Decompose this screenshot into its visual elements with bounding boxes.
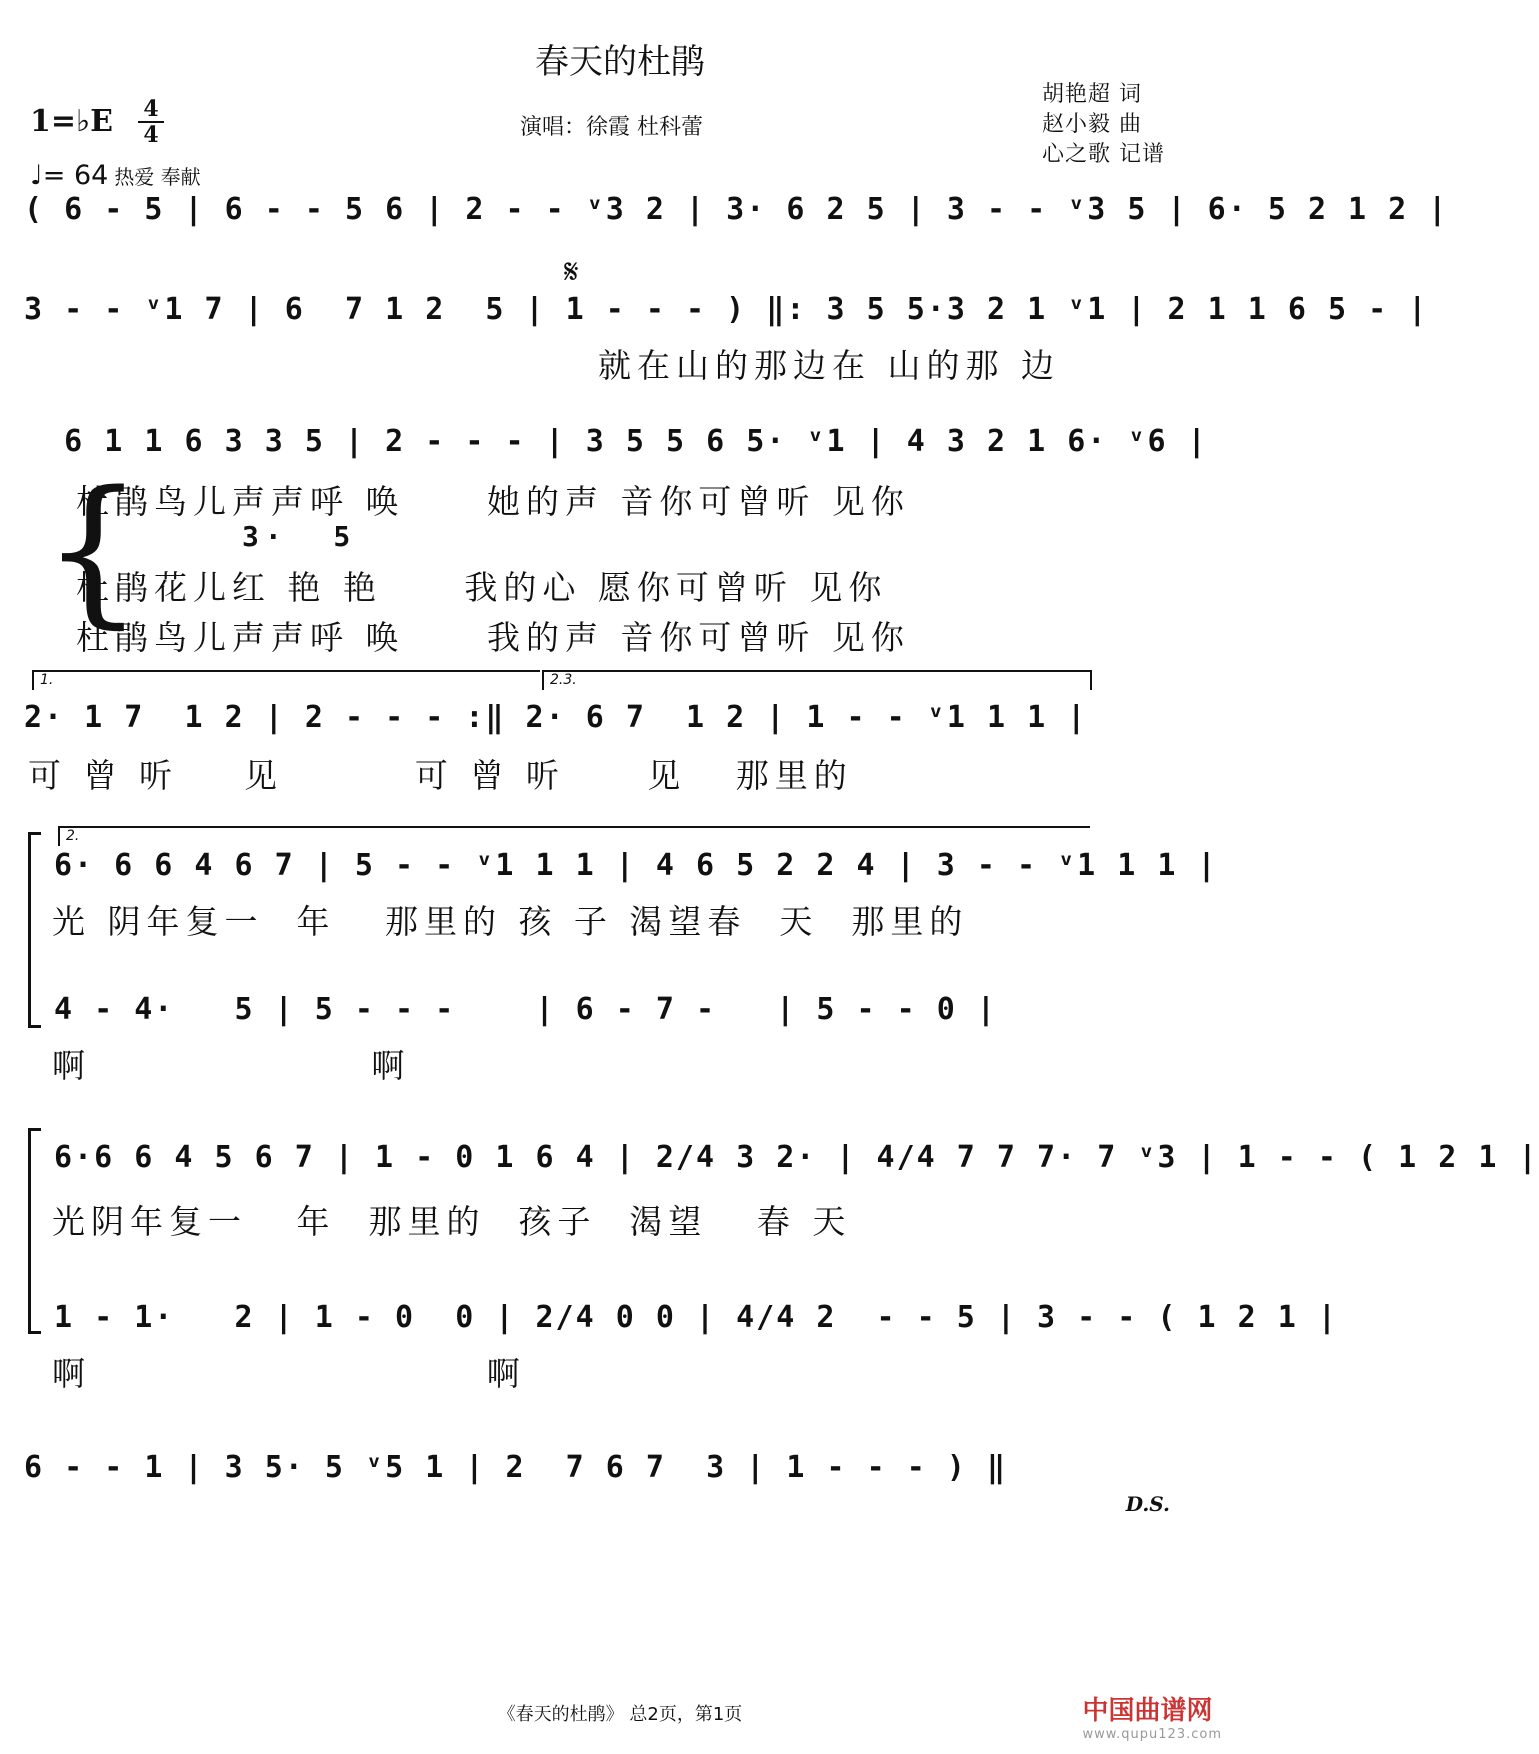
notation-row-5: 6· 6 6 4 6 7 | 5 - - ᵛ1 1 1 | 4 6 5 2 2 4 | 3 - - ᵛ1 1 1 | (54, 848, 1218, 883)
notation-row-7: 6·6 6 4 5 6 7 | 1 - 0 1 6 4 | 2/4 3 2· | 4/4 7 7 7· 7 ᵛ3 | 1 - - ( 1 2 1 | (54, 1140, 1539, 1175)
lyricist-credit: 胡艳超 词 (1042, 82, 1142, 107)
notation-row-3: 6 1 1 6 3 3 5 | 2 - - - | 3 5 5 6 5· ᵛ1 | 4 3 2 1 6· ᵛ6 | (24, 424, 1208, 459)
composer-credit: 赵小毅 曲 (1042, 112, 1142, 137)
volta-second: 2.3. (542, 670, 1092, 690)
lyrics-verse-2: 杜鹃花儿红 艳 艳 我的心 愿你可曾听 见你 (76, 568, 888, 607)
notation-row-9: 6 - - 1 | 3 5· 5 ᵛ5 1 | 2 7 6 7 3 | 1 - - - ) ‖ (24, 1450, 1008, 1485)
time-signature: 4 4 (138, 98, 164, 146)
alt-notes: 3· 5 (242, 520, 357, 553)
notation-row-2: 3 - - ᵛ1 7 | 6 7 1 2 5 | 1 - - - ) ‖: 3 5 5·3 2 1 ᵛ1 | 2 1 1 6 5 - | (24, 292, 1429, 327)
dal-segno-mark: D.S. (1125, 1492, 1170, 1516)
key-signature: 1=♭E (30, 104, 114, 139)
lyrics-ah-2: 啊 啊 (52, 1354, 526, 1393)
page-footer: 《春天的杜鹃》 总2页，第1页 (497, 1704, 743, 1725)
verse-brace: { (42, 456, 144, 643)
notation-row-4: 2· 1 7 1 2 | 2 - - - :‖ 2· 6 7 1 2 | 1 - - ᵛ1 1 1 | (24, 700, 1088, 735)
singer-credit: 演唱：徐霞 杜科蕾 (520, 115, 703, 140)
expression-text: 热爱 奉献 (114, 165, 201, 189)
score-title: 春天的杜鹃 (535, 42, 705, 82)
tempo-mark: ♩= 64 热爱 奉献 (30, 160, 201, 191)
lyrics-verse-1: 杜鹃鸟儿声声呼 唤 她的声 音你可曾听 见你 (76, 482, 910, 521)
lyrics-ah-1: 啊 啊 (52, 1046, 411, 1085)
segno-sign: 𝄋 (564, 252, 579, 292)
lyrics-ending: 可 曾 听 见 可 曾 听 见 那里的 (28, 756, 853, 795)
transcriber-credit: 心之歌 记谱 (1042, 142, 1165, 167)
volta-third: 2. (58, 826, 1090, 846)
credits-block (1042, 80, 1192, 170)
lyrics-chorus-1: 光 阴年复一 年 那里的 孩 子 渴望春 天 那里的 (52, 902, 969, 941)
notation-row-1: ( 6 - 5 | 6 - - 5 6 | 2 - - ᵛ3 2 | 3· 6 2 5 | 3 - - ᵛ3 5 | 6· 5 2 1 2 | (24, 192, 1449, 227)
lyrics-verse-3: 杜鹃鸟儿声声呼 唤 我的声 音你可曾听 见你 (76, 618, 910, 657)
lyrics-intro: 就在山的那边在 山的那 边 (598, 346, 1060, 385)
notation-row-6: 4 - 4· 5 | 5 - - - | 6 - 7 - | 5 - - 0 | (54, 992, 997, 1027)
site-watermark: 中国曲谱网 www.qupu123.com (1082, 1696, 1222, 1742)
notation-row-8: 1 - 1· 2 | 1 - 0 0 | 2/4 0 0 | 4/4 2 - - 5 | 3 - - ( 1 2 1 | (54, 1300, 1338, 1335)
volta-first: 1. (32, 670, 540, 690)
lyrics-chorus-2: 光阴年复一 年 那里的 孩子 渴望 春 天 (52, 1202, 852, 1241)
